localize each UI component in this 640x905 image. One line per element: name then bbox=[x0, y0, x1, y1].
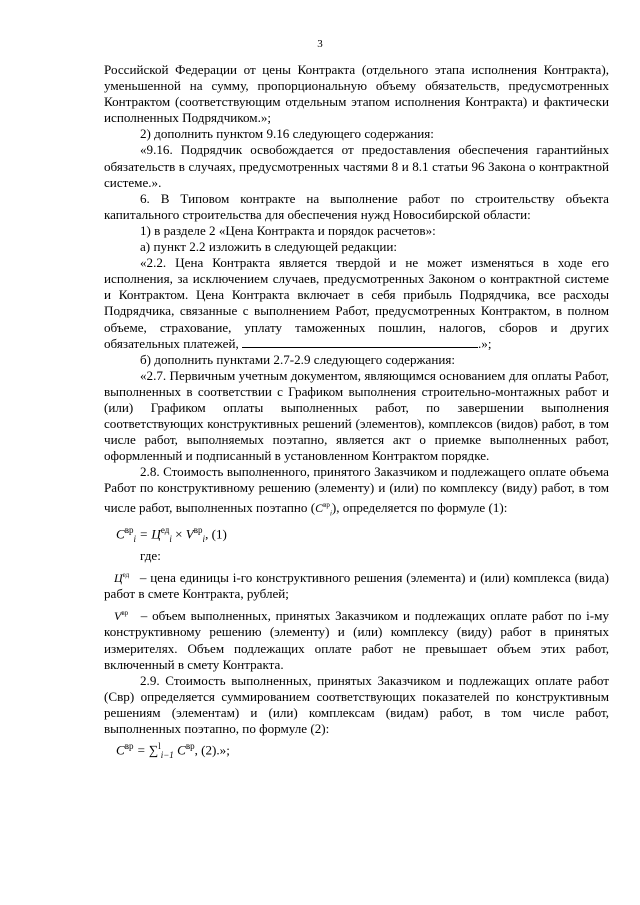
page-number: 3 bbox=[317, 38, 323, 50]
paragraph: 6. В Типовом контракте на выполнение работ по строительству объекта капитального строительства для обеспечения нужд Новосибирской области: bbox=[104, 190, 609, 222]
paragraph: где: bbox=[140, 548, 161, 564]
symbol-v: $V^{вр}$ bbox=[114, 609, 129, 624]
paragraph-text: «2.2. Цена Контракта является твердой и не может изменяться в ходе его исполнения, за исключением случаев, предусмотренных Законом о контрактной системе и Контрактом. Цена Контракта включает в себя прибыль Подрядчика, все расходы Подрядчика, связанные с выполнением Работ, предусмотренных Контрактом, в полном объеме, страхование, уплату таможенных пошлин, налогов, сборов и других обязательных платежей, bbox=[104, 255, 609, 351]
symbol-c-inline: $C^{вр}_i$ bbox=[315, 500, 332, 517]
definition-text: – цена единицы i-го конструктивного решения (элемента) и (или) комплекса (вида) работ в смете Контракта, рублей; bbox=[104, 570, 609, 602]
definition-ts bbox=[104, 567, 609, 602]
blank-line bbox=[242, 336, 478, 348]
paragraph: «2.7. Первичным учетным документом, являющимся основанием для оплаты Работ, выполненных в соответствии с Графиком выполнения строительно-монтажных работ и (или) Графиком оплаты выполненных работ, по завершении выполнения соответствующих конструктивных решений (элементов), комплексов (видов) работ, в том числе работ, выполняемых поэтапно, является акт о приемке выполненных работ, оформленный и подписанный в установленном Контрактом порядке. bbox=[104, 367, 609, 464]
paragraph: б) дополнить пунктами 2.7-2.9 следующего содержания: bbox=[140, 351, 456, 367]
blank-suffix: .»; bbox=[478, 335, 492, 351]
paragraph: «9.16. Подрядчик освобождается от предоставления обеспечения гарантийных обязательств в случаях, предусмотренных частями 8 и 8.1 статьи 96 Закона о контрактной системе.». bbox=[104, 142, 609, 190]
symbol-ts: $Ц^{ед}$ bbox=[114, 571, 130, 586]
paragraph-text: 2.8. Стоимость выполненного, принятого Заказчиком и подлежащего оплате объема Работ по конструктивному решению (элементу) и (или) по комплексу (виду) работ, в том числе работ, выполненных поэтапно ( bbox=[104, 464, 609, 515]
paragraph: 2) дополнить пунктом 9.16 следующего содержания: bbox=[140, 126, 434, 142]
paragraph: Российской Федерации от цены Контракта (отдельного этапа исполнения Контракта), уменьшенной на сумму, пропорциональную объему обязательств, предусмотренных Контрактом (соответствующим отдельным этапом исполнения Контракта) и фактически исполненных Подрядчиком.»; bbox=[104, 62, 609, 126]
paragraph: 2.9. Стоимость выполненных, принятых Заказчиком и подлежащих оплате работ (Свр) определяется суммированием соответствующих показателей по конструктивным решениям (элементам) и (или) комплексам (видам) работ, в том числе работ, выполненных поэтапно, по формуле (2): bbox=[104, 672, 609, 737]
document-body bbox=[104, 62, 609, 764]
paragraph-clause-2-8 bbox=[104, 464, 609, 521]
paragraph-text: ), определяется по формуле (1): bbox=[331, 499, 508, 515]
definition-v bbox=[104, 605, 609, 672]
paragraph-clause-2-2 bbox=[104, 255, 609, 352]
formula-2: $C^{вр} = \sum^l_{i-1}$ $C^{вр}$, (2).»; bbox=[116, 741, 230, 761]
paragraph: 1) в разделе 2 «Цена Контракта и порядок расчетов»: bbox=[140, 222, 436, 238]
paragraph: а) пункт 2.2 изложить в следующей редакции: bbox=[140, 239, 398, 255]
formula-1: $C^{вр}_i = Ц^{ед}_i \times V^{вр}_i$, (1) bbox=[116, 525, 227, 544]
definition-text: – объем выполненных, принятых Заказчиком и подлежащих оплате работ по i-му конструктивному решению (элементу) и (или) комплексу (виду) работ в принятых измерителях. Объем подлежащих оплате работ не превышает объем этих работ, включенный в смету Контракта. bbox=[104, 608, 609, 672]
